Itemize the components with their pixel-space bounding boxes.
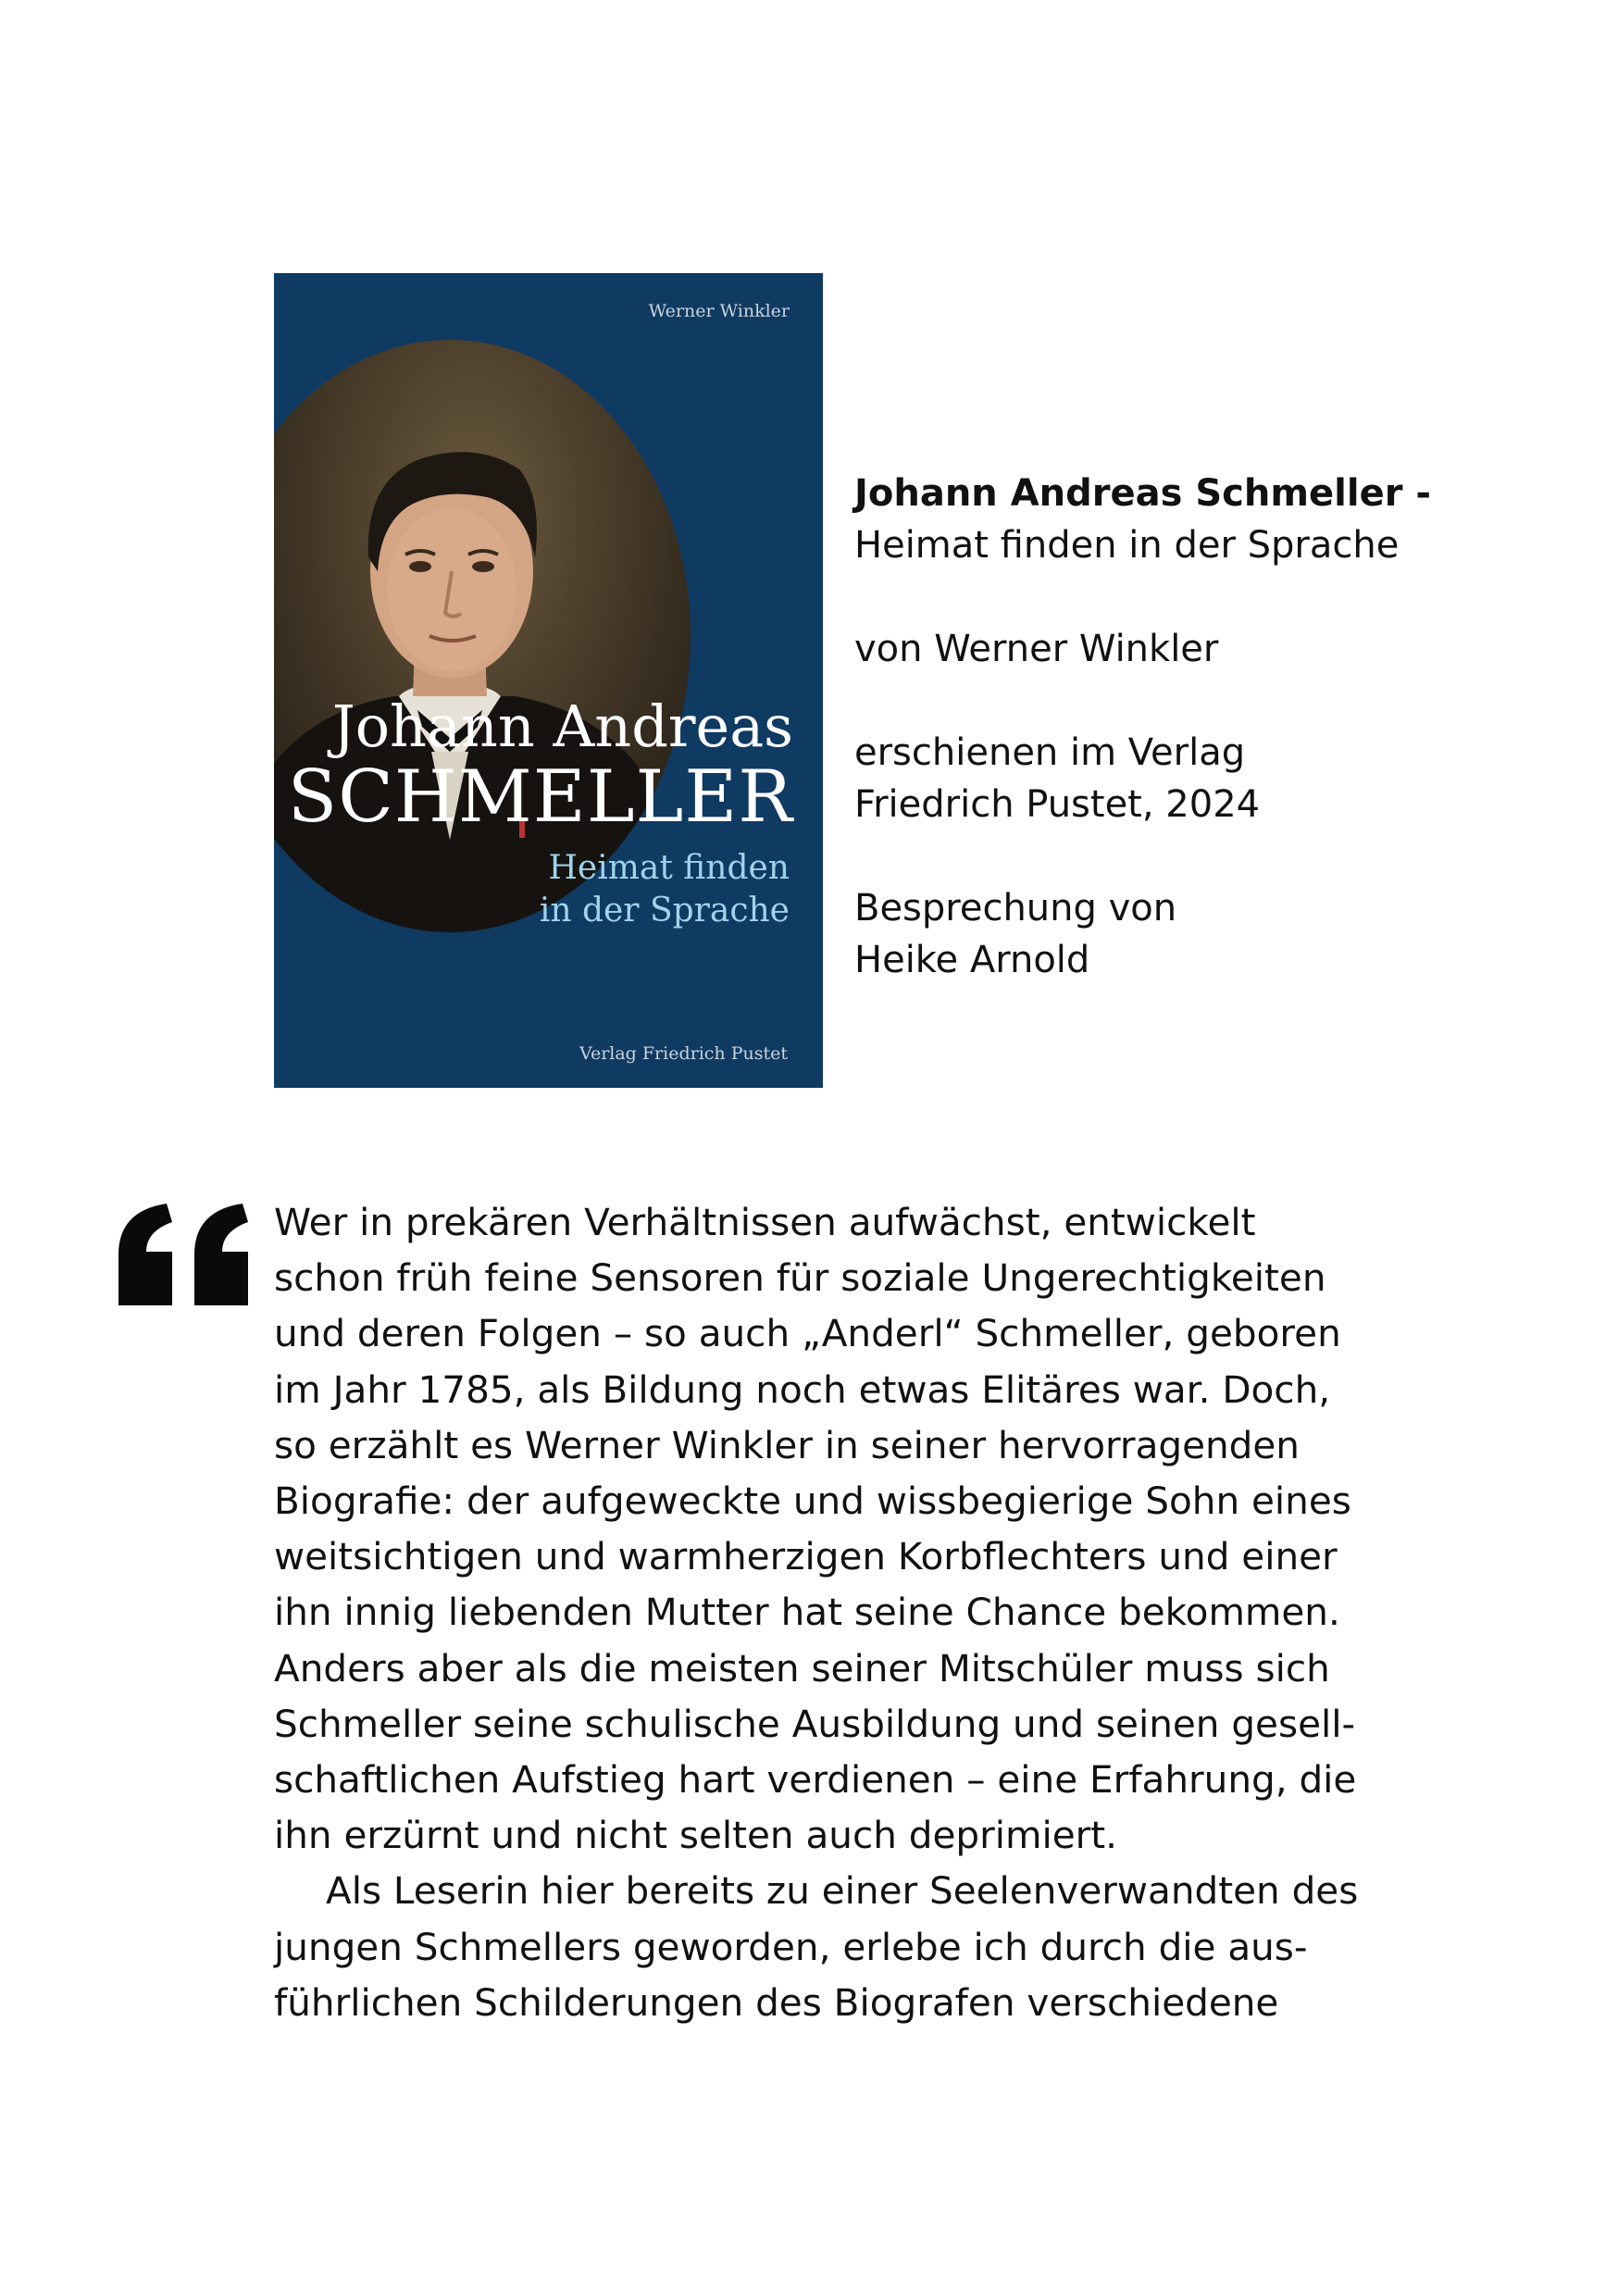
opening-quote-icon xyxy=(118,1204,254,1305)
review-line: Wer in prekären Verhältnissen aufwächst, entwickelt xyxy=(274,1200,1256,1244)
cover-author: Werner Winkler xyxy=(648,301,790,321)
review-line: im Jahr 1785, als Bildung noch etwas Elitäres war. Doch, xyxy=(274,1366,1331,1412)
review-line: Schmeller seine schulische Ausbildung und seinen gesell- xyxy=(274,1701,1356,1746)
review-line: ihn erzürnt und nicht selten auch deprimiert. xyxy=(274,1813,1118,1858)
review-line: und deren Folgen – so auch „Anderl“ Schmeller, geboren xyxy=(274,1311,1341,1356)
review-line: so erzählt es Werner Winkler in seiner hervorragenden xyxy=(274,1422,1300,1467)
review-paragraph-1 xyxy=(274,1194,1533,1863)
cover-subtitle xyxy=(540,847,790,932)
cover-subtitle-line2: in der Sprache xyxy=(539,892,790,930)
cover-publisher: Verlag Friedrich Pustet xyxy=(579,1043,788,1064)
portrait-illustration xyxy=(274,340,691,932)
review-text xyxy=(274,1194,1533,2030)
cover-title xyxy=(287,693,793,839)
review-paragraph-2 xyxy=(274,1863,1533,2030)
reviewer-line1: Besprechung von xyxy=(854,887,1177,930)
book-author: von Werner Winkler xyxy=(854,628,1219,670)
cover-subtitle-line1: Heimat finden xyxy=(548,849,790,887)
publication-line1: erschienen im Verlag xyxy=(854,731,1246,774)
book-info xyxy=(854,468,1521,986)
review-line: Als Leserin hier bereits zu einer Seelenverwandten des xyxy=(326,1868,1359,1914)
review-line: weitsichtigen und warmherzigen Korbflechters und einer xyxy=(274,1534,1338,1579)
reviewer-line2: Heike Arnold xyxy=(854,939,1090,981)
review-line: jungen Schmellers geworden, erlebe ich durch die aus- xyxy=(274,1924,1308,1969)
review-line: schon früh feine Sensoren für soziale Ungerechtigkeiten xyxy=(274,1255,1326,1301)
book-subtitle: Heimat finden in der Sprache xyxy=(854,524,1400,567)
book-title: Johann Andreas Schmeller - xyxy=(854,472,1431,515)
book-cover xyxy=(274,273,823,1088)
review-line: Anders aber als die meisten seiner Mitschüler muss sich xyxy=(274,1645,1330,1691)
review-line: ihn innig liebenden Mutter hat seine Chance bekommen. xyxy=(274,1590,1340,1635)
cover-portrait xyxy=(274,340,691,932)
cover-title-line2: SCHMELLER xyxy=(287,755,793,839)
publication-line2: Friedrich Pustet, 2024 xyxy=(854,783,1261,826)
review-line: schaftlichen Aufstieg hart verdienen – eine Erfahrung, die xyxy=(274,1757,1357,1803)
cover-title-line1: Johann Andreas xyxy=(331,693,793,760)
review-line: führlichen Schilderungen des Biografen verschiedene xyxy=(274,1979,1279,2025)
review-line: Biografie: der aufgeweckte und wissbegierige Sohn eines xyxy=(274,1479,1351,1524)
